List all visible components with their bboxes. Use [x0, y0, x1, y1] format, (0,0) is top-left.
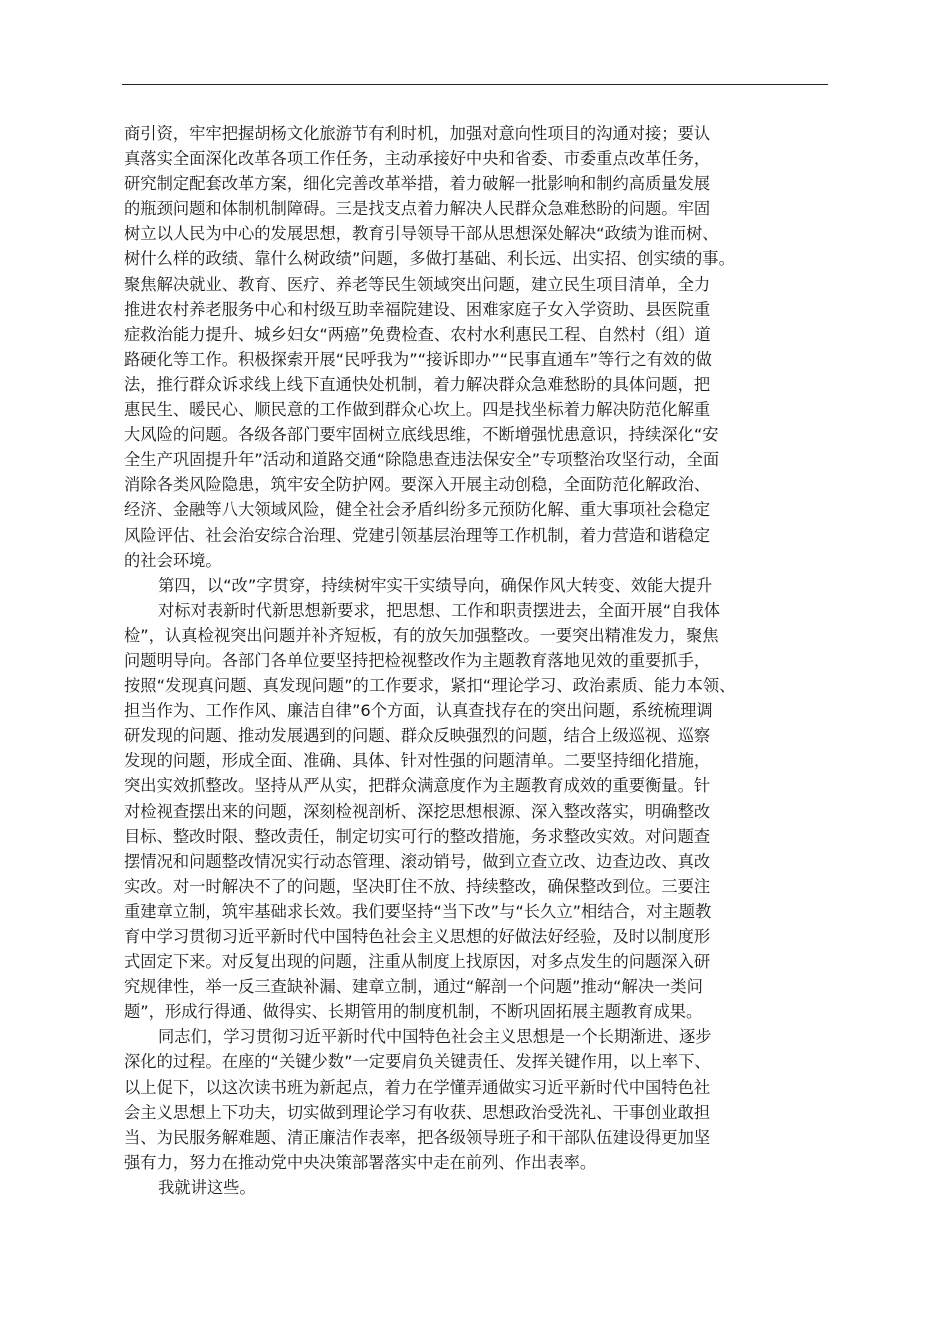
text-line: 突出实效抓整改。坚持从严从实，把群众满意度作为主题教育成效的重要衡量。针 — [124, 776, 711, 796]
text-line: 商引资，牢牢把握胡杨文化旅游节有利时机，加强对意向性项目的沟通对接；要认 — [124, 124, 711, 143]
text-line: 风险评估、社会治安综合治理、党建引领基层治理等工作机制，着力营造和谐稳定 — [124, 525, 711, 545]
text-line: 按照“发现真问题、真发现问题”的工作要求，紧扣“理论学习、政治素质、能力本领、 — [124, 676, 736, 696]
text-line: 消除各类风险隐患，筑牢安全防护网。要深入开展主动创稳，全面防范化解政治、 — [124, 475, 711, 495]
text-line: 树什么样的政绩、靠什么树政绩”问题，多做打基础、利长远、出实招、创实绩的事。 — [124, 249, 735, 269]
header-rule — [122, 84, 828, 85]
text-line: 症救治能力提升、城乡妇女“两癌”免费检查、农村水利惠民工程、自然村（组）道 — [124, 324, 711, 344]
text-line: 法，推行群众诉求线上线下直通快处机制，着力解决群众急难愁盼的具体问题，把 — [124, 374, 711, 394]
text-line: 对标对表新时代新思想新要求，把思想、工作和职责摆进去，全面开展“自我体 — [158, 600, 721, 620]
text-line: 以上促下，以这次读书班为新起点，着力在学懂弄通做实习近平新时代中国特色社 — [124, 1077, 711, 1097]
text-line: 经济、金融等八大领域风险，健全社会矛盾纠纷多元预防化解、重大事项社会稳定 — [124, 500, 711, 520]
text-line: 的瓶颈问题和体制机制障碍。三是找支点着力解决人民群众急难愁盼的问题。牢固 — [124, 199, 711, 219]
text-line: 育中学习贯彻习近平新时代中国特色社会主义思想的好做法好经验，及时以制度形 — [124, 927, 711, 946]
text-line: 我就讲这些。 — [158, 1177, 256, 1197]
text-line: 第四，以“改”字贯穿，持续树牢实干实绩导向，确保作风大转变、效能大提升 — [158, 575, 713, 595]
text-line: 问题明导向。各部门各单位要坚持把检视整改作为主题教育落地见效的重要抓手， — [124, 650, 711, 670]
document-body — [124, 121, 830, 1200]
text-line: 推进农村养老服务中心和村级互助幸福院建设、困难家庭子女入学资助、县医院重 — [124, 299, 711, 319]
text-line: 目标、整改时限、整改责任，制定切实可行的整改措施，务求整改实效。对问题查 — [124, 826, 711, 846]
text-line: 究规律性，举一反三查缺补漏、建章立制，通过“解剖一个问题”推动“解决一类问 — [124, 977, 703, 997]
text-line: 强有力，努力在推动党中央决策部署落实中走在前列、作出表率。 — [124, 1152, 597, 1172]
text-line: 真落实全面深化改革各项工作任务，主动承接好中央和省委、市委重点改革任务， — [124, 149, 711, 169]
text-line: 重建章立制，筑牢基础求长效。我们要坚持“当下改”与“长久立”相结合，对主题教 — [124, 901, 712, 921]
text-line: 检”，认真检视突出问题并补齐短板，有的放矢加强整改。一要突出精准发力，聚焦 — [124, 625, 719, 645]
text-line: 深化的过程。在座的“关键少数”一定要肩负关键责任、发挥关键作用，以上率下、 — [124, 1052, 711, 1072]
text-line: 题”，形成行得通、做得实、长期管用的制度机制，不断巩固拓展主题教育成果。 — [124, 1002, 703, 1022]
text-line: 实改。对一时解决不了的问题，坚决盯住不放、持续整改，确保整改到位。三要注 — [124, 876, 711, 896]
text-line: 摆情况和问题整改情况实行动态管理、滚动销号，做到立查立改、边查边改、真改 — [124, 851, 711, 871]
text-line: 大风险的问题。各级各部门要牢固树立底线思维，不断增强忧患意识，持续深化“安 — [124, 425, 719, 445]
text-line: 聚焦解决就业、教育、医疗、养老等民生领域突出问题，建立民生项目清单，全力 — [124, 274, 711, 294]
text-line: 同志们，学习贯彻习近平新时代中国特色社会主义思想是一个长期渐进、逐步 — [158, 1027, 712, 1047]
text-line: 惠民生、暖民心、顺民意的工作做到群众心坎上。四是找坐标着力解决防范化解重 — [124, 400, 711, 420]
text-line: 式固定下来。对反复出现的问题，注重从制度上找原因，对多点发生的问题深入研 — [124, 952, 711, 972]
text-line: 对检视查摆出来的问题，深刻检视剖析、深挖思想根源、深入整改落实，明确整改 — [124, 801, 711, 821]
text-line: 的社会环境。 — [124, 550, 222, 570]
text-line: 会主义思想上下功夫，切实做到理论学习有收获、思想政治受洗礼、干事创业敢担 — [124, 1102, 711, 1122]
text-line: 全生产巩固提升年”活动和道路交通“除隐患查违法保安全”专项整治攻坚行动，全面 — [124, 450, 720, 470]
text-line: 研究制定配套改革方案，细化完善改革举措，着力破解一批影响和制约高质量发展 — [124, 174, 711, 194]
text-line: 研发现的问题、推动发展遇到的问题、群众反映强烈的问题，结合上级巡视、巡察 — [124, 726, 711, 746]
text-line: 当、为民服务解难题、清正廉洁作表率，把各级领导班子和干部队伍建设得更加坚 — [124, 1127, 711, 1147]
text-line: 树立以人民为中心的发展思想，教育引导领导干部从思想深处解决“政绩为谁而树、 — [124, 224, 719, 244]
text-line: 担当作为、工作作风、廉洁自律”6个方面，认真查找存在的突出问题，系统梳理调 — [124, 701, 713, 721]
text-line: 路硬化等工作。积极探索开展“民呼我为”“接诉即办”“民事直通车”等行之有效的做 — [124, 349, 712, 369]
text-line: 发现的问题，形成全面、准确、具体、针对性强的问题清单。二要坚持细化措施， — [124, 751, 711, 771]
